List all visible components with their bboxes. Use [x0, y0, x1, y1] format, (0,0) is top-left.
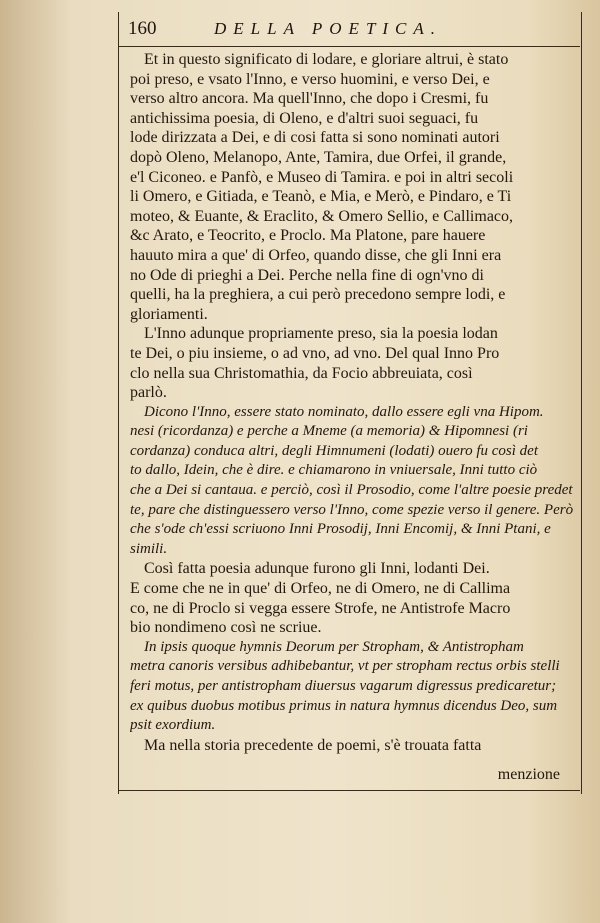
text-line: te Dei, o piu insieme, o ad vno, ad vno. Del qual Inno Pro — [130, 344, 500, 362]
quote-line: te, pare che distinguessero verso l'Inno, come spezie verso il genere. Però — [130, 501, 574, 518]
text-line: e'l Ciconeo. e Panfò, e Museo di Tamira. e poi in altri secoli — [130, 168, 514, 186]
latin-quote-line: metra canoris versibus adhibebantur, vt per stropham rectus orbis stelli — [130, 658, 560, 675]
latin-quote-line: psit exordium. — [130, 717, 216, 734]
text-line: Ma nella storia precedente de poemi, s'è trouata fatta — [144, 736, 482, 754]
page-header — [122, 18, 572, 42]
text-line: no Ode di prieghi a Dei. Perche nella fine di ogn'vno di — [130, 266, 484, 284]
text-line: clo nella sua Christomathia, da Focio abbreuiata, così — [130, 364, 473, 382]
page-number: 160 — [128, 18, 157, 39]
text-line: &c Arato, e Teocrito, e Proclo. Ma Platone, pare hauere — [130, 227, 486, 245]
text-line: E come che ne in que' di Orfeo, ne di Omero, ne di Callima — [130, 580, 511, 598]
text-line: hauuto mira a que' di Orfeo, quando disse, che gli Inni era — [130, 246, 502, 264]
text-line: gloriamenti. — [130, 305, 208, 323]
text-line: verso altro ancora. Ma quell'Inno, che dopo i Cresmi, fu — [130, 90, 489, 108]
text-line: moteo, & Euante, & Eraclito, & Omero Sellio, e Callimaco, — [130, 207, 514, 225]
text-line: dopò Oleno, Melanopo, Ante, Tamira, due Orfei, il grande, — [130, 148, 507, 166]
text-line: quelli, ha la preghiera, a cui però precedono sempre lodi, e — [130, 286, 506, 304]
quote-line: to dallo, Idein, che è dire. e chiamarono in vniuersale, Inni tutto ciò — [130, 462, 538, 479]
text-line: L'Inno adunque propriamente preso, sia la poesia lodan — [144, 325, 498, 343]
quote-line: Dicono l'Inno, essere stato nominato, dallo essere egli vna Hipom. — [144, 403, 544, 420]
quote-line: nesi (ricordanza) e perche a Mneme (a memoria) & Hipomnesi (ri — [130, 423, 528, 440]
quote-line: cordanza) conduca altri, degli Himnumeni (lodati) ouero fu così det — [130, 442, 538, 459]
header-rule — [118, 46, 580, 47]
text-line: co, ne di Proclo si vegga essere Strofe, ne Antistrofe Macro — [130, 599, 511, 617]
text-line: antichissima poesia, di Oleno, e d'altri suoi seguaci, fu — [130, 109, 479, 127]
quote-line: che s'ode ch'essi scriuono Inni Prosodij, Inni Encomij, & Inni Ptani, e — [130, 521, 551, 538]
text-line: lode dirizzata a Dei, e di cosi fatta si sono nominati autori — [130, 129, 500, 147]
text-line: Et in questo significato di lodare, e gloriare altrui, è stato — [144, 51, 509, 68]
latin-quote-line: feri motus, per antistropham diuersus vagarum digressus predicaretur; — [130, 678, 557, 694]
body-text — [130, 50, 576, 755]
text-line: li Omero, e Gitiada, e Teanò, e Mia, e Merò, e Pindaro, e Ti — [130, 188, 512, 206]
latin-quote-line: ex quibus duobus motibus primus in natura hymnus dicendus Deo, sum — [130, 697, 558, 714]
catchword: menzione — [497, 766, 560, 783]
footer-rule — [118, 790, 580, 791]
quote-line: che a Dei si cantaua. e perciò, così il Prosodio, come l'altre poesie predet — [130, 482, 573, 499]
quote-line: simili. — [130, 540, 168, 557]
catchword-row — [130, 766, 576, 788]
text-line: parlò. — [130, 384, 167, 402]
text-line: Così fatta poesia adunque furono gli Inni, lodanti Dei. — [144, 560, 490, 578]
text-line: poi preso, e vsato l'Inno, e verso huomini, e verso Dei, e — [130, 70, 490, 88]
gutter-shadow — [0, 0, 70, 923]
running-title: DELLA POETICA. — [214, 19, 443, 38]
text-line: bio nondimeno così ne scriue. — [130, 619, 322, 637]
latin-quote-line: In ipsis quoque hymnis Deorum per Stropham, & Antistropham — [144, 638, 524, 655]
